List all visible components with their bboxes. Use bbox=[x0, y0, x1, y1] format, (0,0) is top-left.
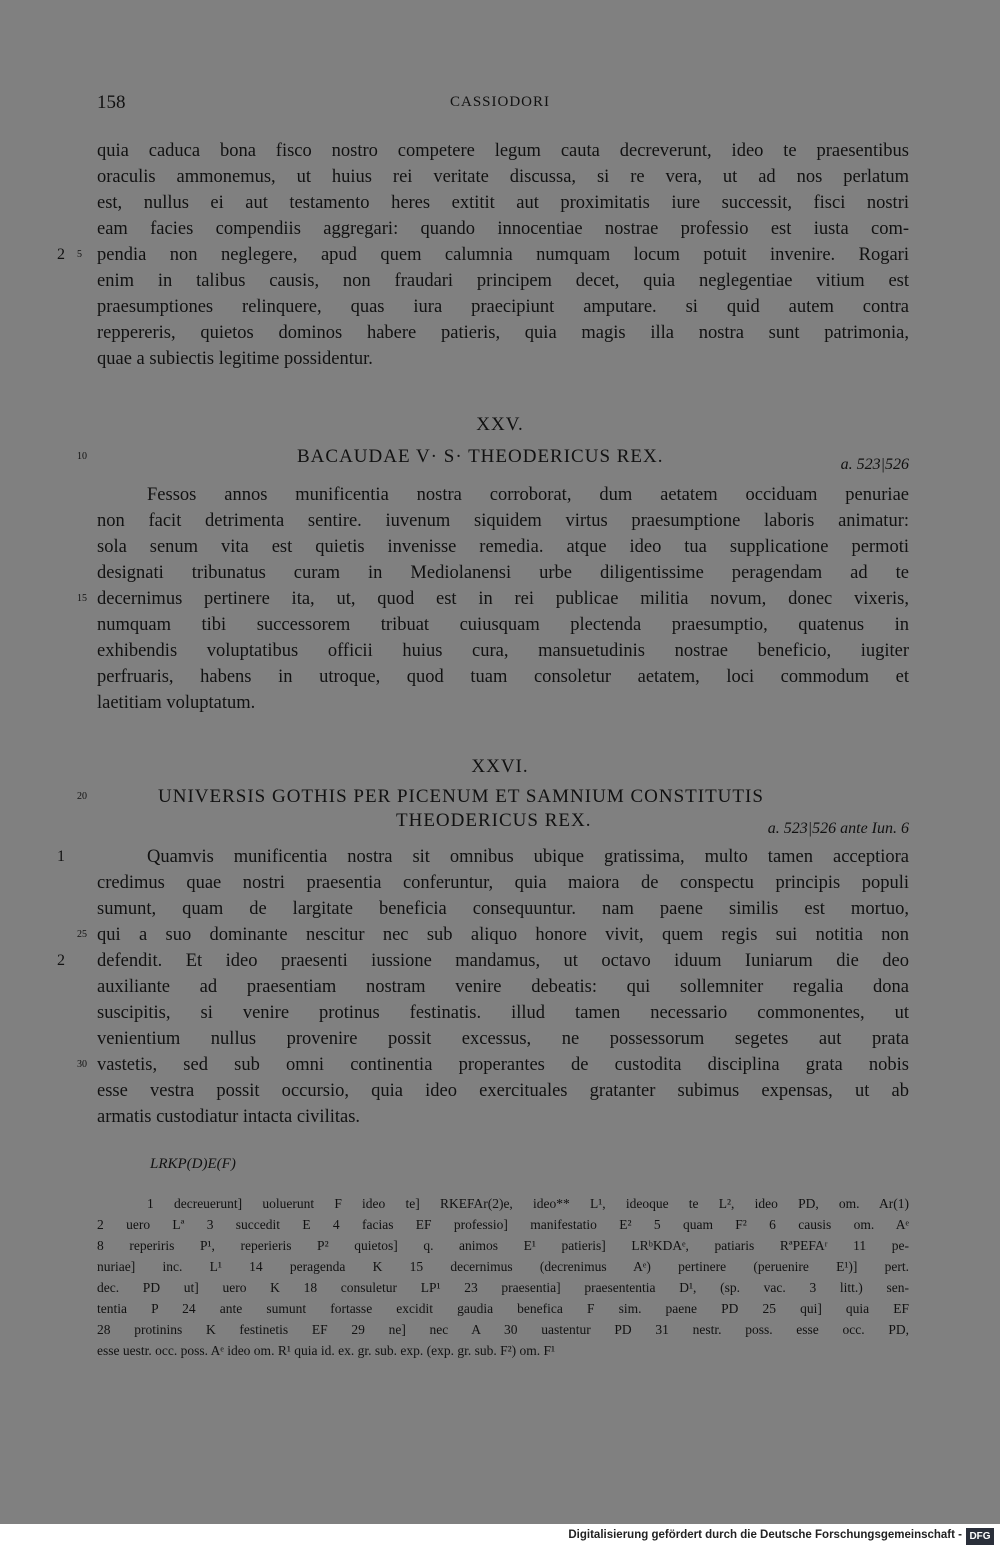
text-line: auxiliante ad praesentiam nostram venire debeatis: qui sollemniter regalia dona bbox=[97, 977, 909, 997]
apparatus-line: 28 protinins K festinetis EF 29 ne] nec A 30 uastentur PD 31 nestr. poss. esse occ. PD, bbox=[97, 1322, 909, 1337]
text-line: numquam tibi successorem tribuat cuiusquam plectenda praesumptio, quatenus in bbox=[97, 615, 909, 635]
section-number-26: XXVI. bbox=[471, 756, 529, 777]
section-date-25: a. 523|526 bbox=[840, 456, 909, 473]
text-line: decernimus pertinere ita, ut, quod est in rei publicae militia novum, donec vixeris, bbox=[97, 589, 909, 609]
text-line: sumunt, quam de largitate beneficia consequuntur. nam paene similis est mortuo, bbox=[97, 899, 909, 919]
margin-number: 2 bbox=[57, 952, 65, 969]
line-number: 20 bbox=[77, 791, 87, 802]
text-line: suscipitis, si venire protinus festinatis. illud tamen necessario commonentes, ut bbox=[97, 1003, 909, 1023]
text-line: reppereris, quietos dominos habere patieris, quia magis illa nostra sunt patrimonia, bbox=[97, 323, 909, 343]
text-line: eam facies compendiis aggregari: quando innocentiae nostrae professio est iusta com- bbox=[97, 219, 909, 239]
text-line: armatis custodiatur intacta civilitas. bbox=[97, 1107, 361, 1127]
dfg-logo-icon: DFG bbox=[966, 1528, 994, 1545]
text-line: exhibendis voluptatibus officii huius cura, mansuetudinis nostrae beneficio, iugiter bbox=[97, 641, 909, 661]
line-number: 10 bbox=[77, 451, 87, 462]
text-line: designati tribunatus curam in Mediolanensi urbe diligentissime peragendam ad te bbox=[97, 563, 909, 583]
apparatus-line: 2 uero Lª 3 succedit E 4 facias EF professio] manifestatio E² 5 quam F² 6 causis om. Aᵉ bbox=[97, 1217, 909, 1232]
line-number: 25 bbox=[77, 929, 87, 940]
text-line: laetitiam voluptatum. bbox=[97, 693, 256, 713]
text-line: quia caduca bona fisco nostro competere legum cauta decreverunt, ideo te praesentibus bbox=[97, 141, 909, 161]
text-line: Fessos annos munificentia nostra corroborat, dum aetatem occiduam penuriae bbox=[147, 485, 909, 505]
footer-banner bbox=[0, 1524, 1000, 1550]
section-date-26: a. 523|526 ante Iun. 6 bbox=[767, 820, 909, 837]
text-line: venientium nullus provenire possit excessus, ne possessorum segetes aut prata bbox=[97, 1029, 909, 1049]
text-line: perfruaris, habens in utroque, quod tuam consoletur aetatem, loci commodum et bbox=[97, 667, 909, 687]
margin-number: 1 bbox=[57, 848, 65, 865]
margin-number: 2 bbox=[57, 246, 65, 263]
text-line: praesumptiones relinquere, quas iura praecipiunt amputare. si quid autem contra bbox=[97, 297, 909, 317]
section-title-26-line1: UNIVERSIS GOTHIS PER PICENUM ET SAMNIUM CONSTITUTIS bbox=[158, 786, 764, 807]
text-line: vastetis, sed sub omni continentia properantes de custodita disciplina grata nobis bbox=[97, 1055, 909, 1075]
text-line: est, nullus ei aut testamento heres extitit aut proximitatis iure successit, fisci nostri bbox=[97, 193, 909, 213]
text-line: credimus quae nostri praesentia conferuntur, quia maiora de conspectu principis populi bbox=[97, 873, 909, 893]
text-line: Quamvis munificentia nostra sit omnibus ubique gratissima, multo tamen acceptiora bbox=[147, 847, 909, 867]
text-line: sola senum vita est quietis invenisse remedia. atque ideo tua supplicatione permoti bbox=[97, 537, 909, 557]
text-line: enim in talibus causis, non fraudari principem decet, quia neglegentiae vitium est bbox=[97, 271, 909, 291]
section-title-25: BACAUDAE V· S· THEODERICUS REX. bbox=[297, 446, 664, 467]
text-line: quae a subiectis legitime possidentur. bbox=[97, 349, 373, 369]
apparatus-line: dec. PD ut] uero K 18 consuletur LP¹ 23 praesentia] praesententia D¹, (sp. vac. 3 litt.) sen- bbox=[97, 1280, 909, 1295]
apparatus-line: 1 decreuerunt] uoluerunt F ideo te] RKEFAr(2)e, ideo** L¹, ideoque te L², ideo PD, om. Ar(1) bbox=[147, 1196, 909, 1211]
section-title-26-line2: THEODERICUS REX. bbox=[396, 810, 592, 831]
text-line: defendit. Et ideo praesenti iussione mandamus, ut octavo iduum Iuniarum die deo bbox=[97, 951, 909, 971]
running-title: CASSIODORI bbox=[449, 94, 550, 110]
text-line: oraculis ammonemus, ut huius rei veritate discussa, si re vera, ut ad nos perlatum bbox=[97, 167, 909, 187]
section-number-25: XXV. bbox=[476, 414, 524, 435]
text-line: esse vestra possit occursio, quia ideo exercituales gratanter subimus expensas, ut ab bbox=[97, 1081, 909, 1101]
text-line: pendia non neglegere, apud quem calumnia numquam locum potuit invenire. Rogari bbox=[97, 245, 909, 265]
text-line: non facit detrimenta sentire. iuvenum siquidem virtus praesumptione laboris animatur: bbox=[97, 511, 909, 531]
footer-credit: Digitalisierung gefördert durch die Deutsche Forschungsgemeinschaft - bbox=[568, 1529, 962, 1541]
line-number: 30 bbox=[77, 1059, 87, 1070]
apparatus-line: nuriae] inc. L¹ 14 peragenda K 15 decernimus (decrenimus Aᵉ) pertinere (peruenire E¹)] pert. bbox=[97, 1259, 909, 1274]
page-number: 158 bbox=[97, 92, 126, 113]
apparatus-line: tentia P 24 ante sumunt fortasse excidit gaudia benefica F sim. paene PD 25 qui] quia EF bbox=[97, 1301, 909, 1316]
line-number: 15 bbox=[77, 593, 87, 604]
apparatus-line: esse uestr. occ. poss. Aᵉ ideo om. R¹ quia id. ex. gr. sub. exp. (exp. gr. sub. F²) om. F¹ bbox=[97, 1343, 556, 1358]
line-number: 5 bbox=[77, 249, 82, 260]
apparatus-line: 8 reperiris P¹, reperieris P² quietos] q. animos E¹ patieris] LRᵇKDAᵉ, patiaris RªPEFAʳ 11 pe- bbox=[97, 1238, 909, 1253]
apparatus-sigla: LRKP(D)E(F) bbox=[150, 1156, 236, 1172]
text-line: qui a suo dominante nescitur nec sub aliquo honore vivit, quem regis sui notitia non bbox=[97, 925, 909, 945]
